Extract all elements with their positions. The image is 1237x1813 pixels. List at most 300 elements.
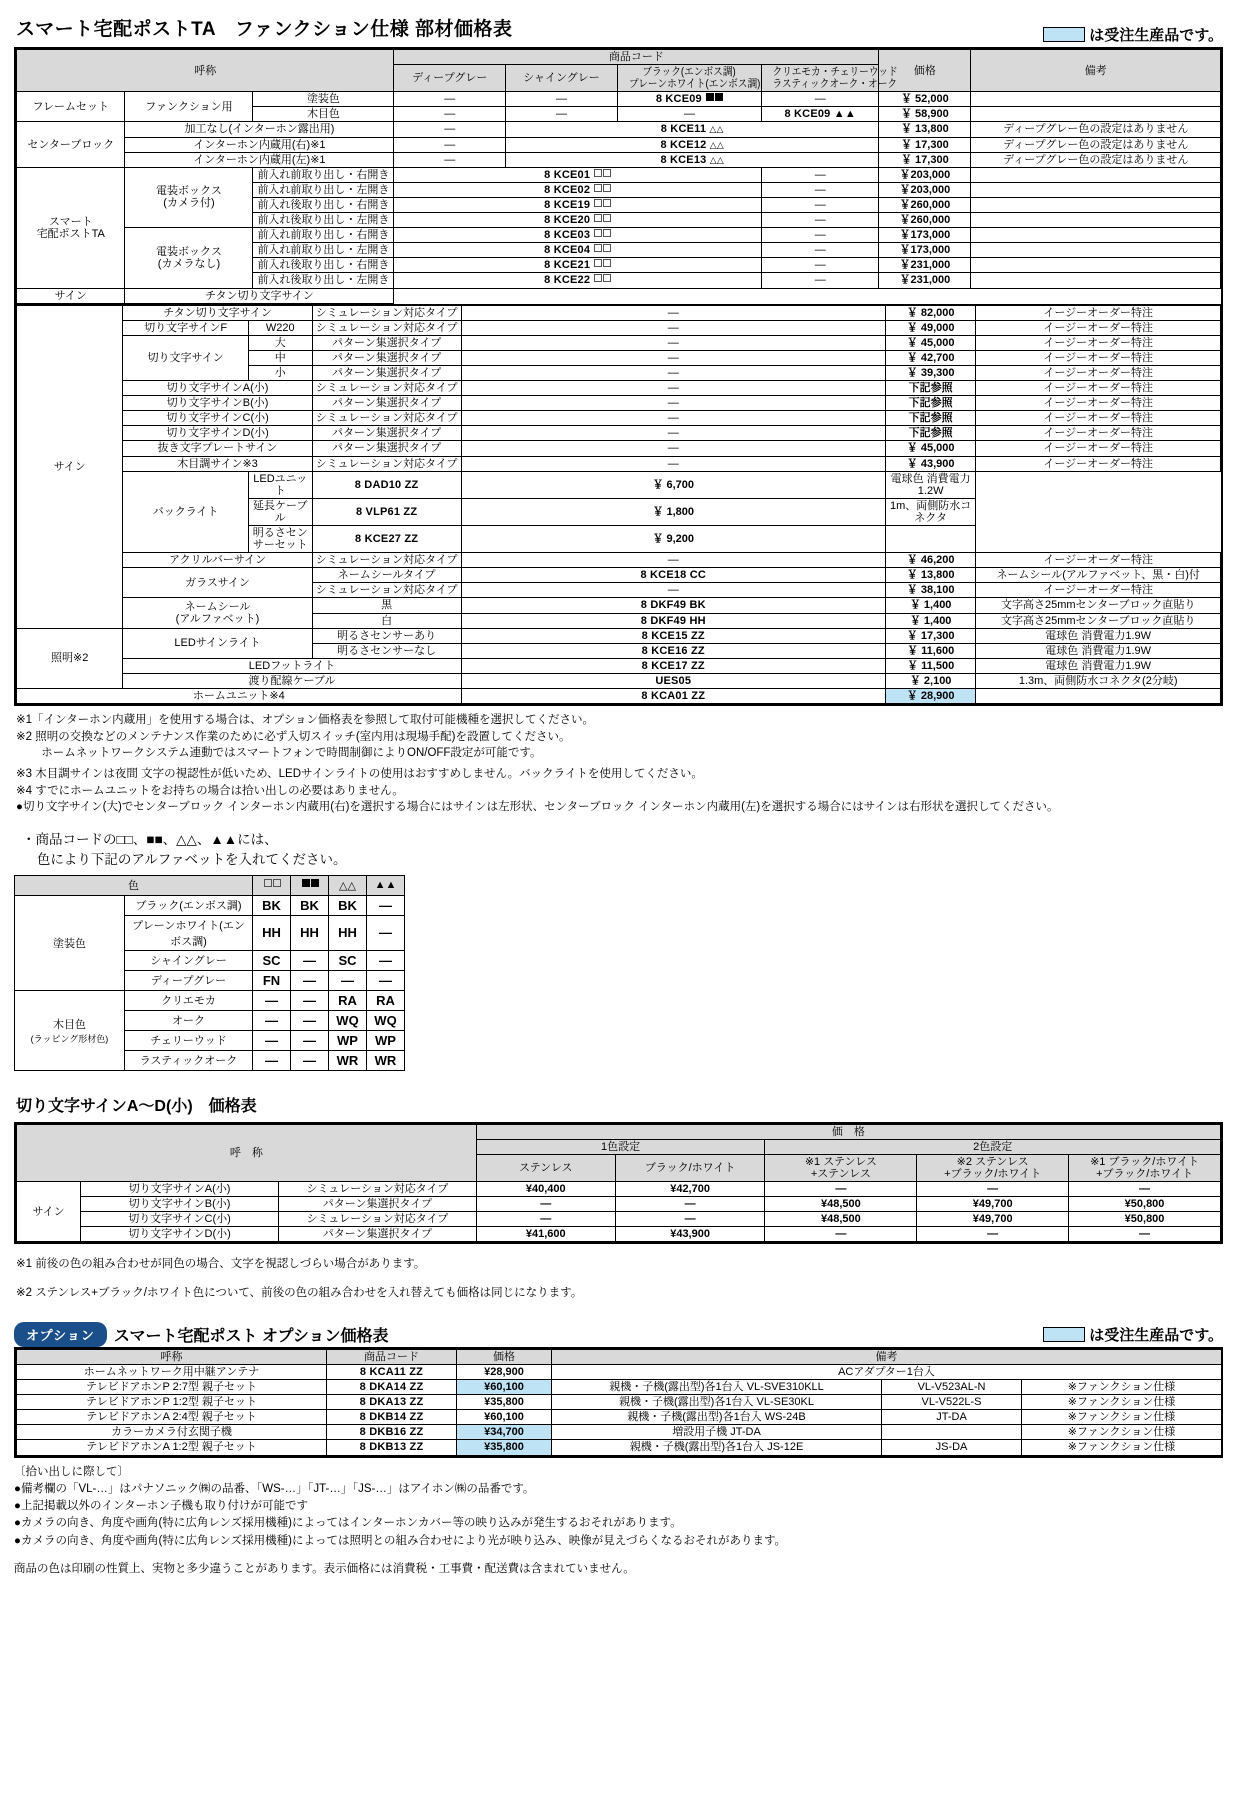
code-span: UES05 bbox=[461, 673, 885, 688]
option-remark-1: 親機・子機(露出型)各1台入 VL-SVE310KLL bbox=[552, 1380, 882, 1395]
sign-col-header-price: 価 格 bbox=[476, 1124, 1220, 1139]
note-5: ●切り文字サイン(大)でセンターブロック インターホン内蔵用(右)を選択する場合にはサインは左形状、センターブロック インターホン内蔵用(左)を選択する場合にはサインは右形状を選択してください。 bbox=[16, 801, 1059, 814]
note-2: ※2 照明の交換などのメンテナンス作業のために必ず入切スイッチ(室内用は現場手配)を設置してください。 bbox=[16, 730, 571, 743]
remark-cell: イージーオーダー特注 bbox=[976, 381, 1221, 396]
table-row bbox=[17, 658, 1221, 673]
option-item-name: ホームネットワーク用中継アンテナ bbox=[17, 1365, 327, 1380]
option-item-code: 8 DKB16 ZZ bbox=[327, 1425, 457, 1440]
color-name: ディープグレー bbox=[125, 970, 253, 990]
code-span: 8 KCE04 bbox=[394, 243, 762, 258]
code-span: 8 KCE15 ZZ bbox=[461, 628, 885, 643]
color-code: HH bbox=[253, 915, 291, 950]
table-row bbox=[17, 1227, 1221, 1242]
remark-cell: イージーオーダー特注 bbox=[976, 350, 1221, 365]
color-code: — bbox=[291, 1030, 329, 1050]
color-code: — bbox=[291, 990, 329, 1010]
item-name: 切り文字サインC(小) bbox=[123, 411, 312, 426]
table-row bbox=[17, 1365, 1222, 1380]
table-row bbox=[17, 471, 1221, 498]
color-header-white-squares bbox=[253, 875, 291, 895]
remark-cell: イージーオーダー特注 bbox=[976, 305, 1221, 320]
option-remark-2: JT-DA bbox=[882, 1410, 1022, 1425]
table-row bbox=[15, 990, 405, 1010]
item-size: 中 bbox=[248, 350, 312, 365]
sign-header-row-1 bbox=[17, 1124, 1221, 1139]
color-group-wood: 木目色 (ラッピング形材色) bbox=[15, 990, 125, 1070]
option-col-code: 商品コード bbox=[327, 1349, 457, 1364]
color-code: HH bbox=[329, 915, 367, 950]
remark-cell: イージーオーダー特注 bbox=[976, 426, 1221, 441]
remark-cell: 電球色 消費電力1.9W bbox=[976, 628, 1221, 643]
sign-note-2: ※2 ステンレス+ブラック/ホワイト色について、前後の色の組み合わせを入れ替えても価格は同じになります。 bbox=[16, 1286, 583, 1299]
item-name: インターホン内蔵用(左)※1 bbox=[125, 152, 394, 167]
color-code: BK bbox=[329, 895, 367, 915]
color-code: — bbox=[291, 1010, 329, 1030]
option-remark-2: VL-V523AL-N bbox=[882, 1380, 1022, 1395]
option-title-row bbox=[14, 1322, 1223, 1347]
item-name: チタン切り文字サイン bbox=[123, 305, 312, 320]
option-item-code: 8 DKA13 ZZ bbox=[327, 1395, 457, 1410]
sign-price: ¥48,500 bbox=[765, 1197, 917, 1212]
option-title: スマート宅配ポスト オプション価格表 bbox=[113, 1327, 389, 1345]
remark-cell: ディープグレー色の設定はありません bbox=[971, 152, 1221, 167]
price-cell: ￥ 82,000 bbox=[885, 305, 975, 320]
item-name: 切り文字サインA(小) bbox=[123, 381, 312, 396]
option-item-price: ¥35,800 bbox=[457, 1395, 552, 1410]
remark-cell bbox=[971, 182, 1221, 197]
remark-cell bbox=[971, 167, 1221, 182]
item-name: 切り文字サインF bbox=[123, 320, 249, 335]
color-code: RA bbox=[367, 990, 405, 1010]
color-code: — bbox=[367, 895, 405, 915]
item-name: インターホン内蔵用(右)※1 bbox=[125, 137, 394, 152]
item-type: シミュレーション対応タイプ bbox=[312, 583, 461, 598]
color-name: プレーンホワイト(エンボス調) bbox=[125, 915, 253, 950]
main-price-table bbox=[16, 49, 1221, 304]
item-name-home-unit: ホームユニット※4 bbox=[17, 689, 462, 704]
item-name: 塗装色 bbox=[253, 92, 394, 107]
group-center-block: センターブロック bbox=[17, 122, 125, 167]
table-row bbox=[17, 553, 1221, 568]
code-deep-gray: — bbox=[394, 92, 506, 107]
price-cell: ￥173,000 bbox=[879, 228, 971, 243]
color-name: ラスティックオーク bbox=[125, 1050, 253, 1070]
sign-price: ¥49,700 bbox=[917, 1197, 1069, 1212]
item-type: LEDユニット bbox=[248, 471, 312, 498]
code-span: 8 KCE22 bbox=[394, 273, 762, 288]
table-row bbox=[17, 1380, 1222, 1395]
sub-backlight: バックライト bbox=[123, 471, 249, 553]
code-span: — bbox=[461, 320, 885, 335]
col-header-price: 価格 bbox=[879, 50, 971, 92]
remark-cell: イージーオーダー特注 bbox=[976, 456, 1221, 471]
color-code: — bbox=[253, 1050, 291, 1070]
made-to-order-label: は受注生産品です。 bbox=[1089, 27, 1223, 44]
sign-table-notes bbox=[16, 1256, 1223, 1302]
made-to-order-swatch bbox=[1043, 27, 1085, 42]
price-cell: ￥ 42,700 bbox=[885, 350, 975, 365]
price-cell: ￥ 43,900 bbox=[885, 456, 975, 471]
sign-price: — bbox=[917, 1227, 1069, 1242]
price-cell: ￥ 28,900 bbox=[885, 689, 975, 704]
option-item-price: ¥60,100 bbox=[457, 1380, 552, 1395]
code-span: — bbox=[461, 335, 885, 350]
table-row bbox=[17, 396, 1221, 411]
price-cell: ￥ 17,300 bbox=[879, 137, 971, 152]
price-cell: ￥ 6,700 bbox=[461, 471, 885, 498]
item-name: 切り文字サイン bbox=[123, 335, 249, 380]
sign-col-ss-ss: ※1 ステンレス +ステンレス bbox=[765, 1154, 917, 1181]
code-wood: — bbox=[762, 92, 879, 107]
sign-item-name: 切り文字サインD(小) bbox=[81, 1227, 279, 1242]
option-remark-2: JS-DA bbox=[882, 1440, 1022, 1455]
item-name: 渡り配線ケーブル bbox=[123, 673, 461, 688]
price-cell: ￥ 17,300 bbox=[885, 628, 975, 643]
table-row bbox=[17, 426, 1221, 441]
code-span: — bbox=[461, 305, 885, 320]
table-row bbox=[17, 689, 1221, 704]
color-code-intro-line1: ・商品コードの□□、■■、△△、▲▲には、 bbox=[22, 832, 278, 848]
code-span: — bbox=[461, 396, 885, 411]
option-item-code: 8 KCA11 ZZ bbox=[327, 1365, 457, 1380]
note-1: ※1「インターホン内蔵用」を使用する場合は、オプション価格表を参照して取付可能機種を選択してください。 bbox=[16, 714, 595, 727]
option-item-price: ¥60,100 bbox=[457, 1410, 552, 1425]
footer-disclaimer: 商品の色は印刷の性質上、実物と多少違うことがあります。表示価格には消費税・工事費・配送費は含まれていません。 bbox=[14, 1562, 635, 1575]
price-cell: ￥ 39,300 bbox=[885, 365, 975, 380]
item-name: 前入れ前取り出し・右開き bbox=[253, 228, 394, 243]
option-item-code: 8 DKB13 ZZ bbox=[327, 1440, 457, 1455]
footer-head: 〔拾い出しに際して〕 bbox=[14, 1465, 129, 1478]
main-table-body bbox=[17, 92, 1221, 303]
table-row bbox=[15, 895, 405, 915]
group-sign: サイン bbox=[17, 288, 125, 303]
code-deep-gray: — bbox=[394, 122, 506, 137]
note-2b: ホームネットワークシステム連動ではスマートフォンで時間制御によりON/OFF設定が可能です。 bbox=[41, 747, 542, 760]
price-cell: ￥ 49,000 bbox=[885, 320, 975, 335]
table-row bbox=[17, 411, 1221, 426]
code-span: — bbox=[461, 365, 885, 380]
table-row bbox=[17, 92, 1221, 107]
price-cell: ￥ 9,200 bbox=[461, 526, 885, 553]
item-type: シミュレーション対応タイプ bbox=[312, 456, 461, 471]
code-span: 8 KCE11 △△ bbox=[506, 122, 879, 137]
col-header-name: 呼称 bbox=[17, 50, 394, 92]
code-deep-gray: — bbox=[394, 152, 506, 167]
remark-cell: 1.3m、両側防水コネクタ(2分岐) bbox=[976, 673, 1221, 688]
sign-price: — bbox=[1069, 1182, 1221, 1197]
sign-item-name: 切り文字サインB(小) bbox=[81, 1197, 279, 1212]
remark-cell: イージーオーダー特注 bbox=[976, 553, 1221, 568]
code-span: — bbox=[461, 350, 885, 365]
sign-price: ¥43,900 bbox=[615, 1227, 765, 1242]
main-notes bbox=[16, 712, 1223, 816]
group-sign: サイン bbox=[17, 305, 123, 628]
option-remark: ACアダプター1台入 bbox=[552, 1365, 1222, 1380]
option-remark-3: ※ファンクション仕様 bbox=[1022, 1410, 1222, 1425]
color-code: — bbox=[291, 950, 329, 970]
item-name: 切り文字サインB(小) bbox=[123, 396, 312, 411]
remark-cell: ディープグレー色の設定はありません bbox=[971, 137, 1221, 152]
color-code: SC bbox=[329, 950, 367, 970]
color-header-white-triangles: △△ bbox=[329, 875, 367, 895]
color-code: WQ bbox=[329, 1010, 367, 1030]
col-header-black-white: ブラック(エンボス調) プレーンホワイト(エンボス調) bbox=[617, 65, 761, 92]
color-code: FN bbox=[253, 970, 291, 990]
table-row bbox=[17, 1410, 1222, 1425]
option-item-price: ¥35,800 bbox=[457, 1440, 552, 1455]
item-name: アクリルバーサイン bbox=[123, 553, 312, 568]
price-cell: 下記参照 bbox=[885, 381, 975, 396]
color-code: WQ bbox=[367, 1010, 405, 1030]
group-lighting: 照明※2 bbox=[17, 628, 123, 688]
code-span: 8 KCE17 ZZ bbox=[461, 658, 885, 673]
sign-price: — bbox=[615, 1212, 765, 1227]
main-header-row-1 bbox=[17, 50, 1221, 65]
table-row bbox=[17, 1395, 1222, 1410]
code-span: 8 KCE20 bbox=[394, 213, 762, 228]
price-cell: ￥260,000 bbox=[879, 197, 971, 212]
item-name: 前入れ前取り出し・左開き bbox=[253, 243, 394, 258]
color-header-label: 色 bbox=[15, 875, 253, 895]
item-type: 黒 bbox=[312, 598, 461, 613]
item-type: シミュレーション対応タイプ bbox=[312, 381, 461, 396]
code-wood: — bbox=[762, 213, 879, 228]
price-cell: ￥ 52,000 bbox=[879, 92, 971, 107]
remark-cell: イージーオーダー特注 bbox=[976, 583, 1221, 598]
color-name: ブラック(エンボス調) bbox=[125, 895, 253, 915]
price-cell: 下記参照 bbox=[885, 411, 975, 426]
option-item-name: カラーカメラ付玄関子機 bbox=[17, 1425, 327, 1440]
table-row bbox=[17, 335, 1221, 350]
remark-cell: イージーオーダー特注 bbox=[976, 335, 1221, 350]
item-type: シミュレーション対応タイプ bbox=[312, 411, 461, 426]
color-code: WR bbox=[329, 1050, 367, 1070]
price-cell: ￥ 11,500 bbox=[885, 658, 975, 673]
color-code: — bbox=[367, 915, 405, 950]
price-cell: ￥ 1,400 bbox=[885, 598, 975, 613]
code-black-white: 8 KCE09 bbox=[617, 92, 761, 107]
option-remark-2 bbox=[882, 1425, 1022, 1440]
color-group-paint: 塗装色 bbox=[15, 895, 125, 990]
table-row bbox=[17, 137, 1221, 152]
sign-price: — bbox=[917, 1182, 1069, 1197]
item-name: 前入れ前取り出し・左開き bbox=[253, 182, 394, 197]
code-span: 8 KCE13 △△ bbox=[506, 152, 879, 167]
main-title-row bbox=[14, 10, 1223, 47]
col-header-remarks: 備考 bbox=[971, 50, 1221, 92]
item-name: 切り文字サインD(小) bbox=[123, 426, 312, 441]
option-table-wrap bbox=[14, 1347, 1223, 1458]
color-name: クリエモカ bbox=[125, 990, 253, 1010]
code-span: 8 KCE18 CC bbox=[461, 568, 885, 583]
table-row bbox=[17, 598, 1221, 613]
code-wood: 8 KCE09 ▲▲ bbox=[762, 107, 879, 122]
remark-cell bbox=[971, 273, 1221, 288]
remark-cell: イージーオーダー特注 bbox=[976, 411, 1221, 426]
table-row bbox=[17, 441, 1221, 456]
code-span: 8 DAD10 ZZ bbox=[312, 471, 461, 498]
color-code: BK bbox=[253, 895, 291, 915]
option-header bbox=[14, 1322, 389, 1347]
option-remark-2: VL-V522L-S bbox=[882, 1395, 1022, 1410]
remark-cell: 電球色 消費電力1.2W bbox=[885, 471, 975, 498]
item-name: 前入れ後取り出し・左開き bbox=[253, 213, 394, 228]
table-row bbox=[17, 1425, 1222, 1440]
option-item-code: 8 DKA14 ZZ bbox=[327, 1380, 457, 1395]
option-item-name: テレビドアホンA 2:4型 親子セット bbox=[17, 1410, 327, 1425]
table-row bbox=[17, 1440, 1222, 1455]
made-to-order-label: は受注生産品です。 bbox=[1089, 1326, 1223, 1344]
price-cell: ￥231,000 bbox=[879, 258, 971, 273]
sign-price: ¥49,700 bbox=[917, 1212, 1069, 1227]
option-remark-3: ※ファンクション仕様 bbox=[1022, 1440, 1222, 1455]
code-span: — bbox=[461, 426, 885, 441]
item-name: 前入れ後取り出し・右開き bbox=[253, 258, 394, 273]
color-code: RA bbox=[329, 990, 367, 1010]
item-name: 木目調サイン※3 bbox=[123, 456, 312, 471]
code-span: 8 KCE27 ZZ bbox=[312, 526, 461, 553]
option-item-name: テレビドアホンP 2:7型 親子セット bbox=[17, 1380, 327, 1395]
color-code: SC bbox=[253, 950, 291, 970]
sign-price: — bbox=[765, 1227, 917, 1242]
code-span: — bbox=[461, 411, 885, 426]
sign-price: — bbox=[765, 1182, 917, 1197]
item-name: 前入れ前取り出し・右開き bbox=[253, 167, 394, 182]
color-name: オーク bbox=[125, 1010, 253, 1030]
price-cell: ￥ 13,800 bbox=[885, 568, 975, 583]
remark-cell: 電球色 消費電力1.9W bbox=[976, 658, 1221, 673]
sub-electrical-box-camera: 電装ボックス (カメラ付) bbox=[125, 167, 253, 227]
table-row bbox=[17, 568, 1221, 583]
sign-price: ¥42,700 bbox=[615, 1182, 765, 1197]
price-cell: 下記参照 bbox=[885, 396, 975, 411]
code-span: 8 KCE21 bbox=[394, 258, 762, 273]
item-type: 白 bbox=[312, 613, 461, 628]
item-type: パターン集選択タイプ bbox=[312, 365, 461, 380]
table-row bbox=[17, 320, 1221, 335]
sign-col-header-one-color: 1色設定 bbox=[476, 1139, 765, 1154]
sign-item-name: 切り文字サインC(小) bbox=[81, 1212, 279, 1227]
sub-function: ファンクション用 bbox=[125, 92, 253, 122]
color-code-table bbox=[14, 875, 405, 1071]
option-item-name: テレビドアホンA 1:2型 親子セット bbox=[17, 1440, 327, 1455]
remark-cell bbox=[971, 92, 1221, 107]
color-code: HH bbox=[291, 915, 329, 950]
option-item-name: テレビドアホンP 1:2型 親子セット bbox=[17, 1395, 327, 1410]
item-name: 前入れ後取り出し・右開き bbox=[253, 197, 394, 212]
code-wood: — bbox=[762, 228, 879, 243]
table-row bbox=[17, 673, 1221, 688]
code-deep-gray: — bbox=[394, 107, 506, 122]
sign-item-type: パターン集選択タイプ bbox=[278, 1227, 476, 1242]
item-type: シミュレーション対応タイプ bbox=[312, 320, 461, 335]
option-remark-1: 親機・子機(露出型)各1台入 VL-SE30KL bbox=[552, 1395, 882, 1410]
item-size: 小 bbox=[248, 365, 312, 380]
price-cell: ￥ 11,600 bbox=[885, 643, 975, 658]
main-price-table-wrap bbox=[14, 47, 1223, 306]
footer-line-2: ●上記掲載以外のインターホン子機も取り付けが可能です bbox=[14, 1500, 308, 1513]
code-span: 8 KCE01 bbox=[394, 167, 762, 182]
table-row bbox=[17, 456, 1221, 471]
code-span: 8 DKF49 BK bbox=[461, 598, 885, 613]
item-size: 大 bbox=[248, 335, 312, 350]
code-span: 8 KCE12 △△ bbox=[506, 137, 879, 152]
sub-electrical-box-nocamera: 電装ボックス (カメラなし) bbox=[125, 228, 253, 288]
sign-price-table bbox=[16, 1124, 1221, 1243]
option-col-remarks: 備考 bbox=[552, 1349, 1222, 1364]
color-table-header bbox=[15, 875, 405, 895]
col-header-product-code: 商品コード bbox=[394, 50, 879, 65]
color-header-black-squares bbox=[291, 875, 329, 895]
remark-cell: 文字高さ25mmセンターブロック直貼り bbox=[976, 613, 1221, 628]
made-to-order-swatch bbox=[1043, 1327, 1085, 1342]
page-title: スマート宅配ポストTA ファンクション仕様 部材価格表 bbox=[16, 19, 513, 40]
remark-cell: ネームシール(アルファベット、黒・白)付 bbox=[976, 568, 1221, 583]
item-type: ネームシールタイプ bbox=[312, 568, 461, 583]
sign-price-table-wrap bbox=[14, 1122, 1223, 1245]
sign-price: ¥50,800 bbox=[1069, 1212, 1221, 1227]
option-badge: オプション bbox=[14, 1322, 107, 1347]
sign-rows-table bbox=[16, 305, 1221, 705]
sign-rows-wrap bbox=[14, 305, 1223, 707]
remark-cell: ディープグレー色の設定はありません bbox=[971, 122, 1221, 137]
option-header-row bbox=[17, 1349, 1222, 1364]
price-cell: ￥ 2,100 bbox=[885, 673, 975, 688]
group-smart-post: スマート 宅配ポストTA bbox=[17, 167, 125, 288]
code-wood: — bbox=[762, 258, 879, 273]
price-cell: ￥ 17,300 bbox=[879, 152, 971, 167]
sign-item-type: シミュレーション対応タイプ bbox=[278, 1182, 476, 1197]
sign-price: — bbox=[1069, 1227, 1221, 1242]
table-row bbox=[17, 628, 1221, 643]
code-span: 8 KCE03 bbox=[394, 228, 762, 243]
option-remark-1: 増設用子機 JT-DA bbox=[552, 1425, 882, 1440]
remark-cell: イージーオーダー特注 bbox=[976, 396, 1221, 411]
table-row bbox=[17, 122, 1221, 137]
item-type: 明るさセンサーなし bbox=[312, 643, 461, 658]
color-code-intro-line2: 色により下記のアルファベットを入れてください。 bbox=[36, 852, 347, 868]
sign-price: — bbox=[615, 1197, 765, 1212]
code-span: 8 DKF49 HH bbox=[461, 613, 885, 628]
price-cell: ￥ 58,900 bbox=[879, 107, 971, 122]
price-cell: ￥ 13,800 bbox=[879, 122, 971, 137]
item-type: パターン集選択タイプ bbox=[312, 396, 461, 411]
footer-notes bbox=[14, 1464, 1223, 1550]
table-row bbox=[17, 167, 1221, 182]
col-header-wood: クリエモカ・チェリーウッド ラスティックオーク・オーク bbox=[762, 65, 879, 92]
footer-line-1: ●備考欄の「VL-…」はパナソニック㈱の品番、「WS-…」「JT-…」「JS-…」はアイホン㈱の品番です。 bbox=[14, 1482, 535, 1495]
color-name: チェリーウッド bbox=[125, 1030, 253, 1050]
item-type: パターン集選択タイプ bbox=[312, 335, 461, 350]
color-code: BK bbox=[291, 895, 329, 915]
item-type: シミュレーション対応タイプ bbox=[312, 553, 461, 568]
item-name: 木目色 bbox=[253, 107, 394, 122]
sign-price: ¥50,800 bbox=[1069, 1197, 1221, 1212]
code-span: — bbox=[461, 441, 885, 456]
price-cell: ￥203,000 bbox=[879, 182, 971, 197]
item-size: W220 bbox=[248, 320, 312, 335]
table-row bbox=[17, 381, 1221, 396]
item-type: シミュレーション対応タイプ bbox=[312, 305, 461, 320]
code-span: — bbox=[461, 583, 885, 598]
note-4: ※4 すでにホームユニットをお持ちの場合は拾い出しの必要はありません。 bbox=[16, 784, 404, 797]
table-row bbox=[17, 305, 1221, 320]
option-item-code: 8 DKB14 ZZ bbox=[327, 1410, 457, 1425]
code-wood: — bbox=[762, 182, 879, 197]
color-code: — bbox=[329, 970, 367, 990]
remark-cell bbox=[971, 107, 1221, 122]
option-remark-1: 親機・子機(露出型)各1台入 WS-24B bbox=[552, 1410, 882, 1425]
